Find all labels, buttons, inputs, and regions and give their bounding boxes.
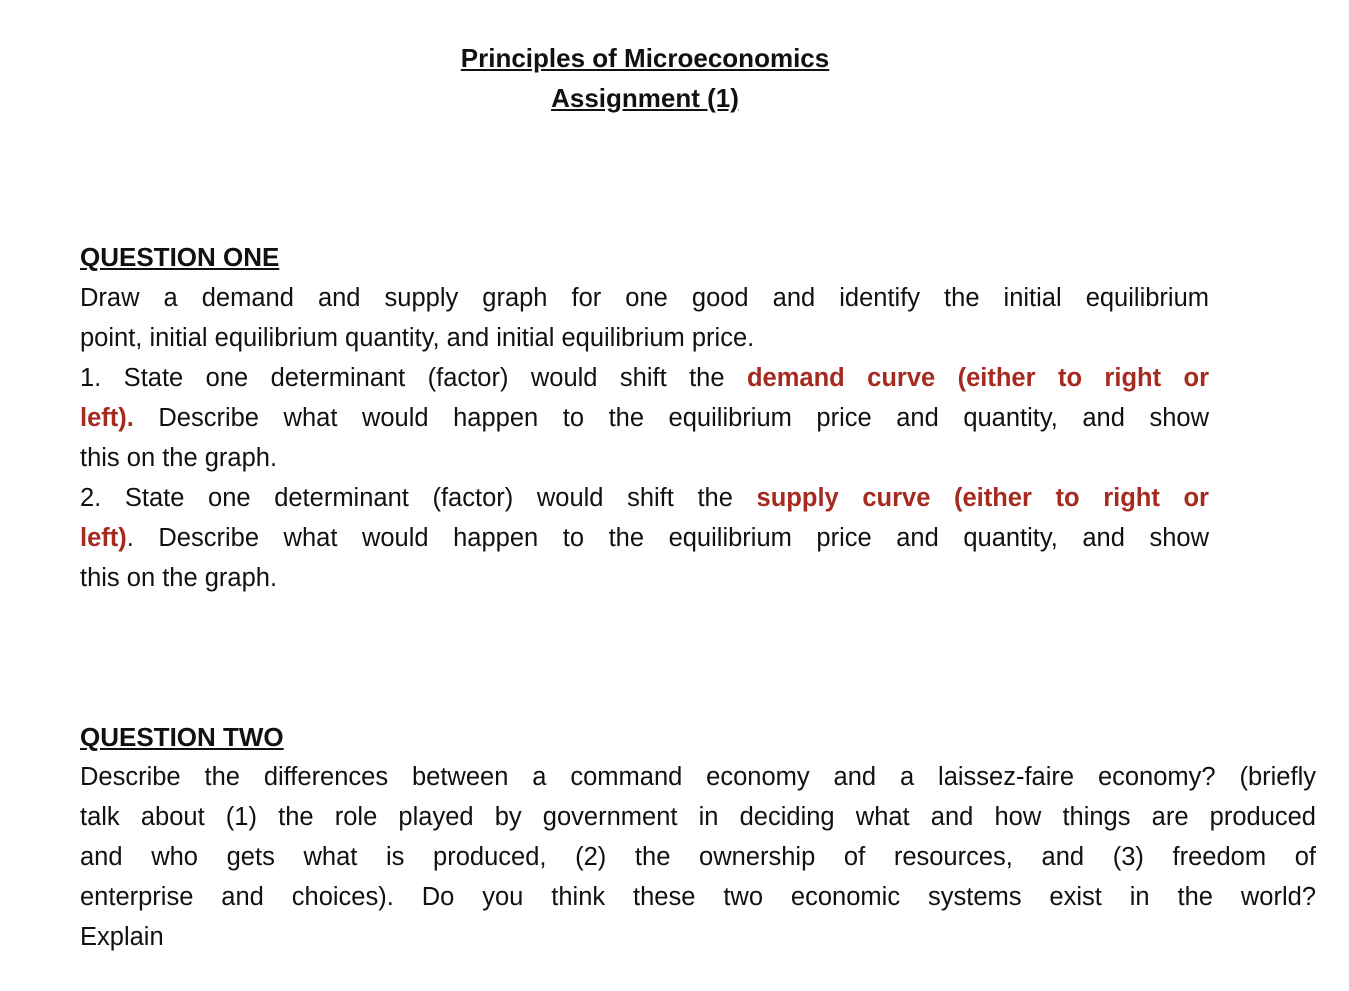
supply-curve-highlight: supply curve (either to right or xyxy=(756,484,1209,512)
q1-line xyxy=(80,518,1209,558)
q1-line xyxy=(80,278,1209,318)
q2-line xyxy=(80,757,1316,797)
q2-line xyxy=(80,877,1316,917)
q1-text: Describe what would happen to the equilibrium price and quantity, and show xyxy=(133,404,1209,432)
question-two-heading: QUESTION TWO xyxy=(80,722,284,752)
q2-line xyxy=(80,837,1316,877)
q2-text: and who gets what is produced, (2) the ownership of resources, and (3) freedom of xyxy=(80,843,1316,871)
q1-line xyxy=(80,558,1209,598)
supply-curve-highlight: left) xyxy=(80,524,127,552)
q1-item-1 xyxy=(80,358,1209,398)
assignment-subtitle: Assignment (1) xyxy=(551,83,739,113)
q1-text: Draw a demand and supply graph for one good and identify the initial equilibrium xyxy=(80,284,1209,312)
q2-text: Describe the differences between a command economy and a laissez-faire economy? (briefly xyxy=(80,763,1316,791)
q1-line xyxy=(80,438,1209,478)
demand-curve-highlight: left). xyxy=(80,404,134,432)
q2-text: enterprise and choices). Do you think these two economic systems exist in the world? xyxy=(80,883,1316,911)
q1-text: . Describe what would happen to the equilibrium price and quantity, and show xyxy=(126,524,1209,552)
q2-text: talk about (1) the role played by government in deciding what and how things are produced xyxy=(80,803,1316,831)
demand-curve-highlight: demand curve (either to right or xyxy=(746,364,1210,392)
q1-text: point, initial equilibrium quantity, and initial equilibrium price. xyxy=(80,324,755,352)
q1-line xyxy=(80,398,1209,438)
q2-line xyxy=(80,797,1316,837)
q1-text: this on the graph. xyxy=(80,444,278,472)
question-one-heading: QUESTION ONE xyxy=(80,242,280,272)
q1-line xyxy=(80,318,1209,358)
document-title: Principles of Microeconomics xyxy=(460,43,830,73)
q1-item-2 xyxy=(80,478,1209,518)
q1-text: this on the graph. xyxy=(80,564,278,592)
q2-line xyxy=(80,917,1316,957)
q1-text: 2. State one determinant (factor) would shift the xyxy=(80,484,757,512)
q2-text: Explain xyxy=(80,923,164,951)
q1-text: 1. State one determinant (factor) would shift the xyxy=(80,364,747,392)
